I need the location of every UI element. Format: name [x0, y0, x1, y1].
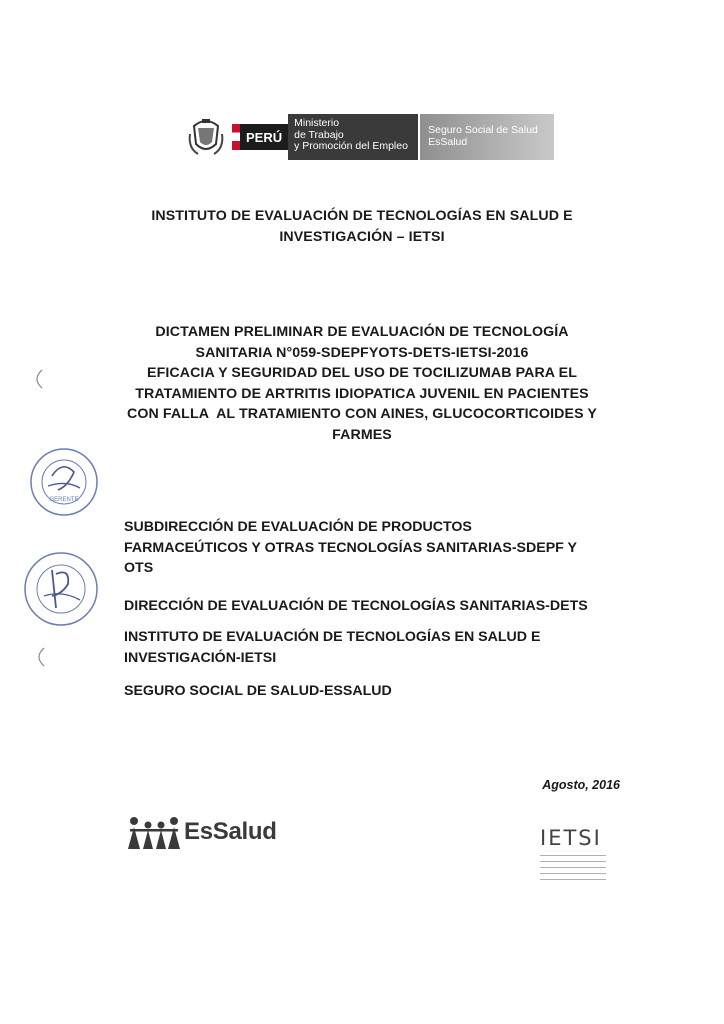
title-line: SANITARIA N°059-SDEPFYOTS-DETS-IETSI-2016 [195, 344, 529, 361]
department-line: SEGURO SOCIAL DE SALUD-ESSALUD [124, 683, 392, 699]
department-line: INSTITUTO DE EVALUACIÓN DE TECNOLOGÍAS EN SALUD E [124, 629, 541, 645]
hole-punch-mark [32, 646, 46, 668]
government-header-banner [186, 114, 554, 160]
ministry-label [288, 114, 418, 160]
essalud-header-line: Seguro Social de Salud [428, 124, 538, 136]
ministry-line: y Promoción del Empleo [294, 140, 408, 152]
department-line: FARMACEÚTICOS Y OTRAS TECNOLOGÍAS SANITARIAS-SDEPF Y [124, 539, 577, 556]
family-figures-icon [126, 815, 182, 849]
essalud-header-label [420, 114, 554, 160]
department-line: INVESTIGACIÓN-IETSI [124, 649, 277, 666]
title-line: CON FALLA AL TRATAMIENTO CON AINES, GLUCOCORTICOIDES Y [126, 406, 597, 422]
essalud-logo [126, 815, 277, 849]
department-line: SUBDIRECCIÓN DE EVALUACIÓN DE PRODUCTOS [124, 519, 472, 535]
ietsi-logo-text: IETSI [540, 826, 602, 850]
ietsi-logo [540, 826, 606, 885]
essalud-header-line: EsSalud [428, 136, 468, 148]
title-line: FARMES [332, 426, 392, 443]
peru-label: PERÚ [240, 124, 288, 150]
essalud-logo-text: EsSalud [184, 818, 277, 845]
official-seal-stamp [28, 446, 100, 518]
ministry-line: de Trabajo [294, 128, 344, 141]
title-line: TRATAMIENTO DE ARTRITIS IDIOPATICA JUVENIL EN PACIENTES [135, 385, 589, 402]
title-line: EFICACIA Y SEGURIDAD DEL USO DE TOCILIZUMAB PARA EL [147, 365, 577, 381]
seal-caption: GERENTE [49, 497, 79, 503]
department-sdepf [124, 517, 644, 579]
dictamen-title [0, 322, 724, 445]
title-line: INSTITUTO DE EVALUACIÓN DE TECNOLOGÍAS EN SALUD E [151, 208, 573, 224]
institute-title [0, 206, 724, 247]
peru-flag-icon [232, 124, 240, 150]
title-line: DICTAMEN PRELIMINAR DE EVALUACIÓN DE TECNOLOGÍA [155, 324, 569, 340]
department-line: DIRECCIÓN DE EVALUACIÓN DE TECNOLOGÍAS SANITARIAS-DETS [124, 598, 588, 614]
ietsi-logo-subtext [540, 855, 606, 880]
department-dets [124, 596, 644, 617]
hole-punch-mark [30, 368, 44, 390]
department-ietsi [124, 627, 644, 668]
department-line: OTS [124, 560, 154, 576]
peru-coat-of-arms-icon [186, 114, 226, 160]
title-line: INVESTIGACIÓN – IETSI [279, 228, 445, 245]
document-date: Agosto, 2016 [542, 778, 620, 792]
official-seal-stamp [22, 550, 100, 628]
department-essalud [124, 681, 644, 702]
ministry-line: Ministerio [294, 117, 340, 129]
